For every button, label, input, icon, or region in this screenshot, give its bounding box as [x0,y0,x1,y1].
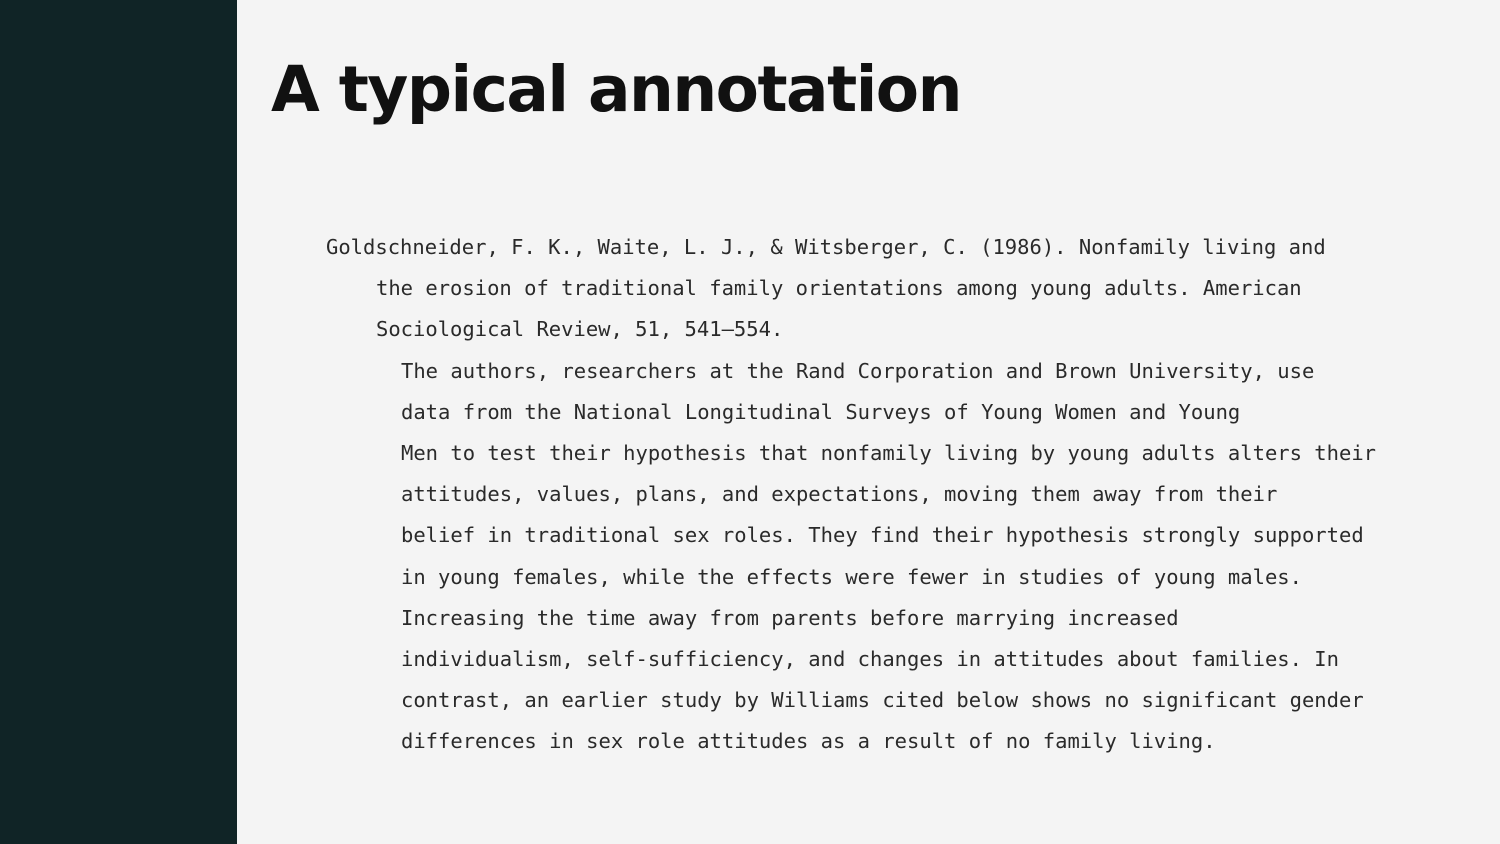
citation-line: Sociological Review, 51, 541–554. [376,317,784,342]
annotation-line: belief in traditional sex roles. They find their hypothesis strongly supported [401,523,1364,548]
annotated-citation [326,227,1446,763]
annotation-line: differences in sex role attitudes as a result of no family living. [401,729,1216,754]
annotation-line: individualism, self-sufficiency, and changes in attitudes about families. In [401,647,1339,672]
annotation-line: in young females, while the effects were fewer in studies of young males. [401,564,1302,589]
annotation-line: Increasing the time away from parents before marrying increased [401,605,1179,630]
annotation-line: contrast, an earlier study by Williams cited below shows no significant gender [401,688,1364,713]
sidebar-panel [0,0,237,844]
annotation-line: Men to test their hypothesis that nonfamily living by young adults alters their [401,441,1377,466]
slide-title: A typical annotation [271,53,961,126]
citation-line: the erosion of traditional family orientations among young adults. American [376,276,1302,301]
annotation-line: attitudes, values, plans, and expectations, moving them away from their [401,482,1278,507]
citation-line: Goldschneider, F. K., Waite, L. J., & Witsberger, C. (1986). Nonfamily living and [326,235,1326,259]
annotation-line: The authors, researchers at the Rand Corporation and Brown University, use [401,358,1315,383]
slide-content [237,0,1500,844]
annotation-line: data from the National Longitudinal Surveys of Young Women and Young [401,399,1241,424]
